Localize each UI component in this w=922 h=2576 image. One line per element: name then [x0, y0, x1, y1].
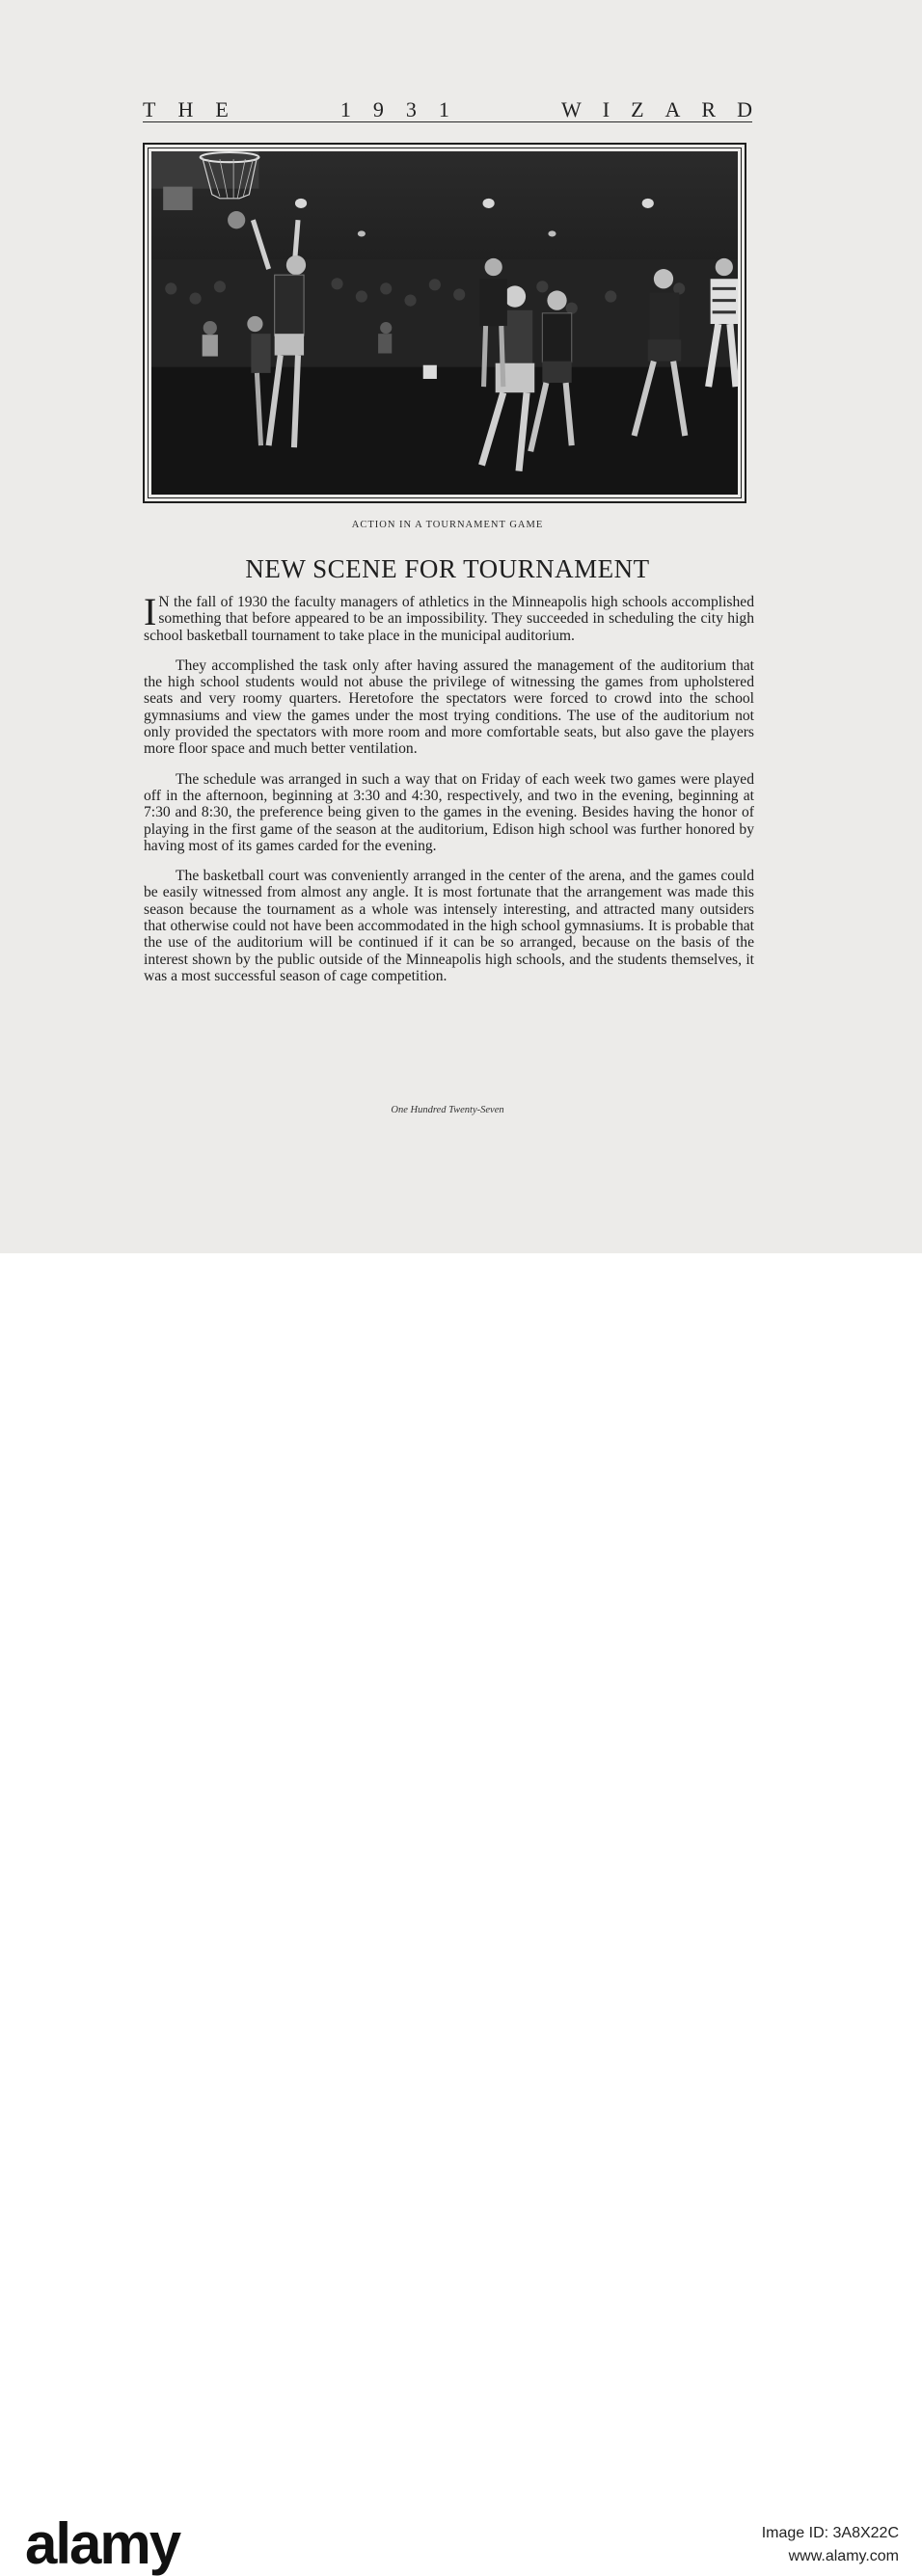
- article-body: [144, 590, 754, 998]
- header-the: THE: [143, 97, 251, 121]
- paragraph-3: The schedule was arranged in such a way that on Friday of each week two games were played off in the afternoon, beginning at 3:30 and 4:30, respectively, and two in the evening, beginning at 7:30 and 8:30, the preference being given to the games in the evening. Besides having the honor of playing in the first game of the season at the auditorium, Edison high school was further honored by having most of its games carded for the evening.: [144, 770, 754, 854]
- stock-site: www.alamy.com: [788, 2548, 899, 2564]
- stock-footer: [0, 1253, 922, 2576]
- image-id: Image ID: 3A8X22C: [761, 2525, 899, 2541]
- photo-caption: ACTION IN A TOURNAMENT GAME: [351, 520, 544, 530]
- basketball-photo: [148, 148, 742, 498]
- drop-cap: I: [144, 590, 157, 633]
- page-number: One Hundred Twenty-Seven: [391, 1105, 504, 1115]
- paragraph-2: They accomplished the task only after having assured the management of the auditorium that the high school students would not abuse the privilege of witnessing the games from upholstered seats and very roomy quarters. Heretofore the spectators were forced to crowd into the school gymnasiums and view the games under the most trying conditions. The use of the auditorium not only provided the spectators with more room and more comfortable seats, but also gave the players more floor space and much better ventilation.: [144, 657, 754, 758]
- first-aid-box: [423, 365, 437, 379]
- paragraph-1: [144, 590, 754, 644]
- photo-frame: [143, 143, 746, 503]
- alamy-logo: alamy: [25, 2511, 180, 2576]
- stock-info: [762, 2522, 899, 2568]
- running-header: [143, 96, 773, 122]
- article-title: NEW SCENE FOR TOURNAMENT: [245, 554, 650, 583]
- yearbook-page: [0, 0, 922, 1253]
- paragraph-1-text: N the fall of 1930 the faculty managers of athletics in the Minneapolis high schools accomplished something that before appeared to be an impossibility. They succeeded in scheduling the city high school basketball tournament to take place in the municipal auditorium.: [144, 594, 754, 644]
- header-title: WIZARD: [561, 97, 773, 121]
- paragraph-4: The basketball court was conveniently arranged in the center of the arena, and the games could be easily witnessed from almost any angle. It is most fortunate that the arrangement was made this season because the tournament as a whole was intensely interesting, and attracted many outsiders that otherwise could not have been accommodated in the high school gymnasiums. It is probable that the use of the auditorium will be continued if it can be so arranged, because on the basis of the interest shown by the public outside of the Minneapolis high schools, and the students themselves, it was a most successful season of cage competition.: [144, 868, 754, 984]
- basketball-game-photo: [151, 151, 738, 495]
- header-year: 1931: [339, 97, 472, 121]
